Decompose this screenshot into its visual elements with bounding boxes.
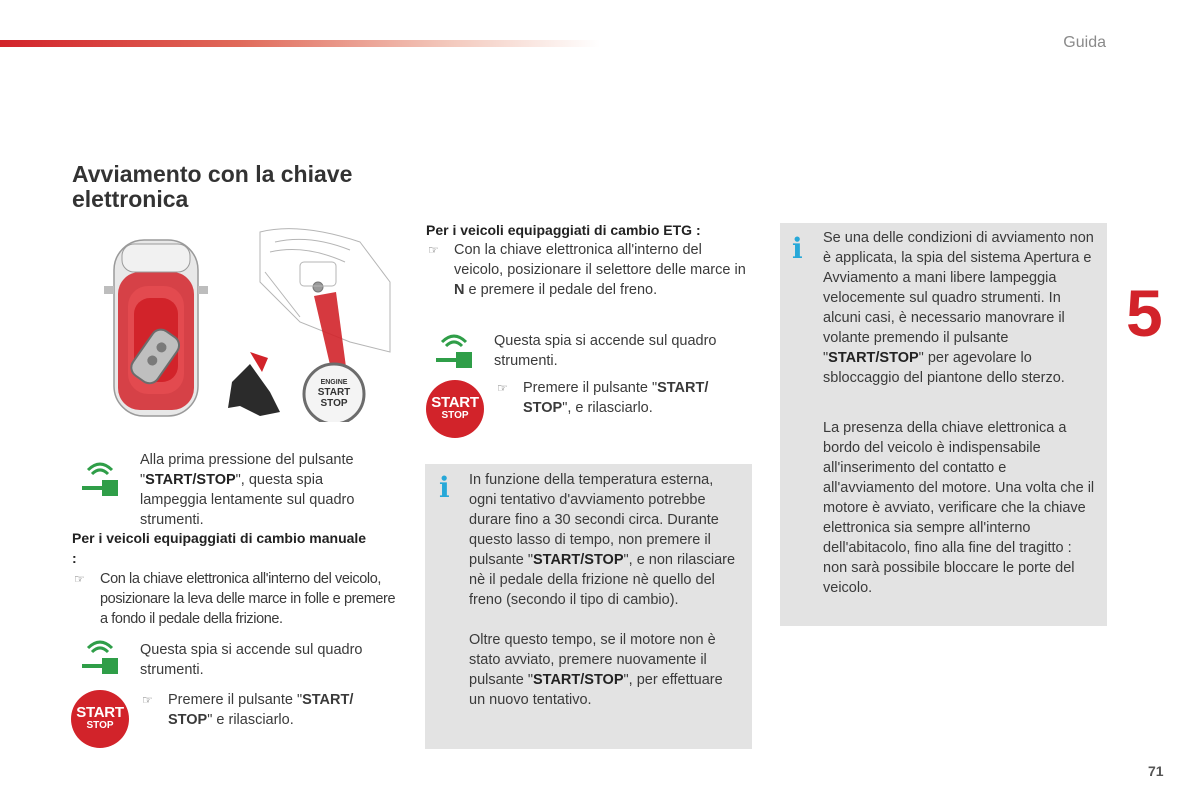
manual-gearbox-heading: Per i veicoli equipaggiati di cambio manuale :: [72, 530, 367, 566]
bullet-pointer-icon: ☞: [74, 572, 85, 586]
header-accent-bar: [0, 40, 600, 47]
page-title: Avviamento con la chiave elettronica: [72, 161, 353, 212]
warning-light-on-text: Questa spia si accende sul quadro strumenti.: [494, 333, 717, 369]
start-stop-button-icon: START STOP: [426, 380, 484, 438]
info-paragraph-1: In funzione della temperatura esterna, ogni tentativo d'avviamento potrebbe durare fino a 30 secondi circa. Durante questo lasso di tempo, non premere il pulsante "START/STOP", e non rilasciare nè il pedale della frizione nè quello del freno (secondo il tipo di cambio).: [469, 472, 736, 608]
key-warning-light-icon: [78, 640, 122, 680]
info-box-start-conditions: [780, 223, 1107, 626]
info-icon: i: [439, 471, 450, 504]
etg-gearbox-heading: Per i veicoli equipaggiati di cambio ETG :: [426, 222, 701, 238]
engine-button-label-line: STOP: [320, 398, 348, 409]
bullet-pointer-icon: ☞: [428, 243, 439, 257]
keyless-start-illustration: [100, 222, 400, 422]
manual-gearbox-step: ☞ Con la chiave elettronica all'interno del veicolo, posizionare la leva delle marce in folle e premere a fondo il pedale della frizione.: [74, 571, 396, 627]
section-name: Guida: [1063, 34, 1106, 51]
foot-pedal-icon: [228, 352, 280, 416]
bullet-pointer-icon: ☞: [142, 693, 153, 707]
start-stop-button-icon: START STOP: [71, 690, 129, 748]
engine-start-stop-button-icon: [304, 364, 364, 422]
etg-gearbox-step: ☞ Con la chiave elettronica all'interno del veicolo, posizionare il selettore delle marce in N e premere il pedale del freno.: [428, 242, 746, 298]
info-paragraph-2: Oltre questo tempo, se il motore non è stato avviato, premere nuovamente il pulsante "START/STOP", per effettuare un nuovo tentativo.: [469, 632, 723, 708]
press-start-stop-step: ☞ Premere il pulsante "START/ STOP" e rilasciarlo.: [142, 692, 354, 728]
engine-button-label-line: START: [317, 387, 351, 398]
info-paragraph-2: La presenza della chiave elettronica a bordo del veicolo è indispensabile all'inserimento del contatto e all'avviamento del motore. Una volta che il motore è avviato, verificare che la chiave elettronica sia sempre all'interno dell'abitacolo, fino alla fine del tragitto : non sarà possibile bloccare le porte del veicolo.: [823, 420, 1095, 596]
key-warning-light-icon: [78, 462, 122, 502]
page-number: 71: [1148, 763, 1164, 779]
first-press-text: Alla prima pressione del pulsante "START/STOP", questa spia lampeggia lentamente sul quadro strumenti.: [140, 452, 355, 528]
engine-button-label-line: ENGINE: [320, 379, 348, 386]
info-paragraph-1: Se una delle condizioni di avviamento non è applicata, la spia del sistema Apertura e Avviamento a mani libere lampeggia velocemente sul quadro strumenti. In alcuni casi, è necessario manovrare il volante premendo il pulsante "START/STOP" per agevolare lo sbloccaggio del piantone dello sterzo.: [823, 230, 1094, 386]
key-warning-light-icon: [432, 334, 476, 374]
info-box-start-duration: [425, 464, 752, 749]
car-top-view-icon: [104, 240, 208, 416]
press-start-stop-step: ☞ Premere il pulsante "START/ STOP", e rilasciarlo.: [497, 380, 709, 416]
warning-light-on-text: Questa spia si accende sul quadro strumenti.: [140, 642, 363, 678]
chapter-number: 5: [1126, 276, 1163, 350]
info-icon: i: [792, 232, 803, 265]
bullet-pointer-icon: ☞: [497, 381, 508, 395]
